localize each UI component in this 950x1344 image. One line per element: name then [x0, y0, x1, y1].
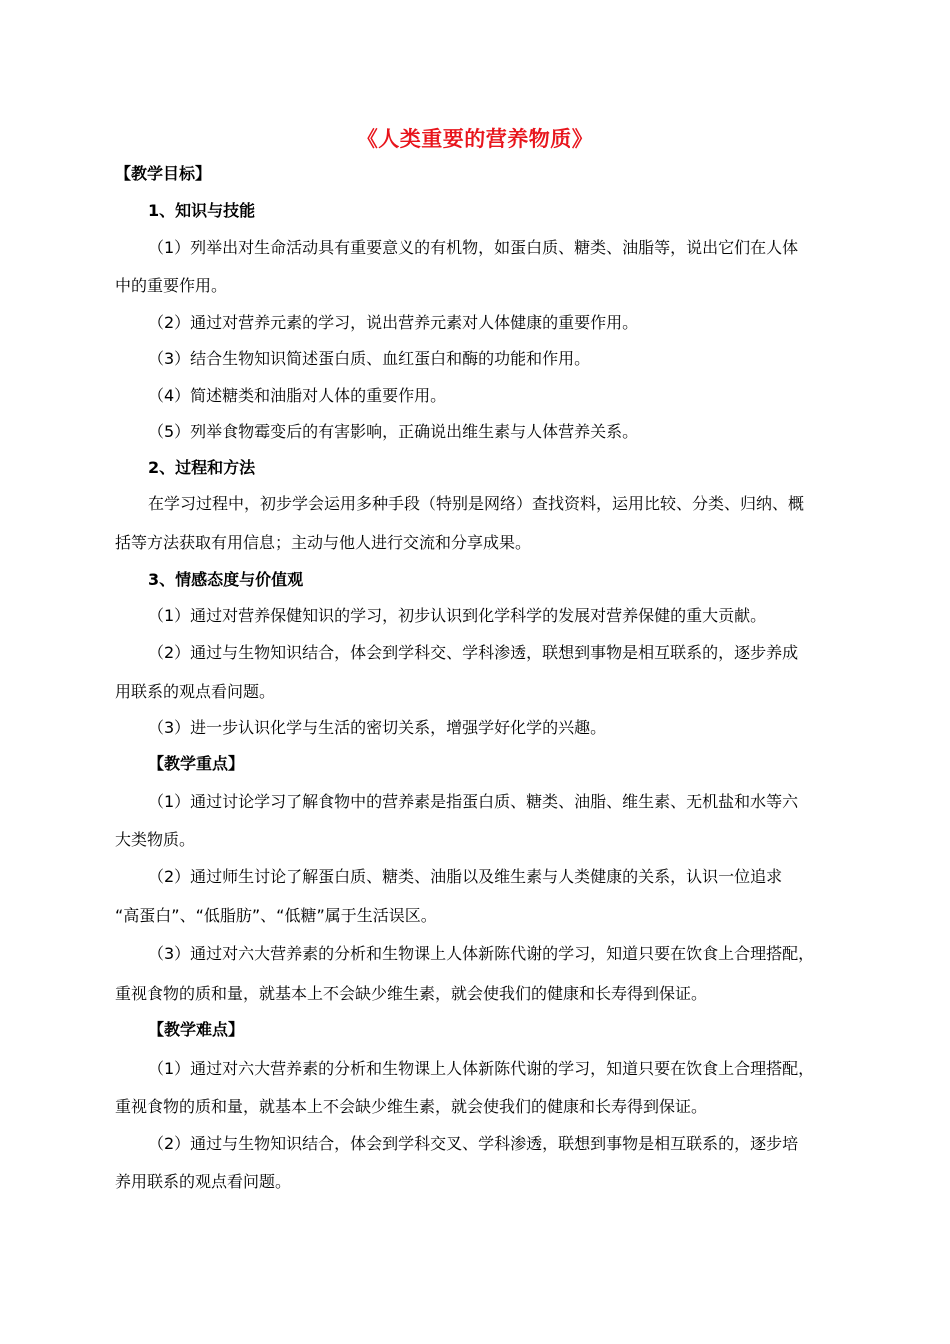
paragraph-line: 重视食物的质和量，就基本上不会缺少维生素，就会使我们的健康和长寿得到保证。 [115, 984, 708, 1003]
paragraph-line: （5）列举食物霉变后的有害影响，正确说出维生素与人体营养关系。 [148, 422, 639, 441]
document-title: 《人类重要的营养物质》 [356, 127, 594, 151]
paragraph-line: 用联系的观点看问题。 [115, 682, 276, 701]
paragraph-line: （3）结合生物知识简述蛋白质、血红蛋白和酶的功能和作用。 [148, 349, 591, 368]
paragraph-line: 中的重要作用。 [115, 276, 228, 295]
paragraph-line: （1）通过对营养保健知识的学习，初步认识到化学科学的发展对营养保健的重大贡献。 [148, 606, 767, 625]
heading-key-points: 【教学重点】 [148, 754, 245, 773]
paragraph-line: 大类物质。 [115, 830, 196, 849]
paragraph-line: （4）简述糖类和油脂对人体的重要作用。 [148, 386, 447, 405]
paragraph-line: （2）通过对营养元素的学习，说出营养元素对人体健康的重要作用。 [148, 313, 639, 332]
paragraph-line: 括等方法获取有用信息；主动与他人进行交流和分享成果。 [115, 533, 532, 552]
paragraph-line: （3）进一步认识化学与生活的密切关系，增强学好化学的兴趣。 [148, 718, 607, 737]
paragraph-line: 在学习过程中，初步学会运用多种手段（特别是网络）查找资料，运用比较、分类、归纳、概 [148, 494, 805, 513]
subheading-attitudes-values: 3、情感态度与价值观 [148, 570, 304, 589]
paragraph-line: （3）通过对六大营养素的分析和生物课上人体新陈代谢的学习，知道只要在饮食上合理搭配， [148, 944, 815, 963]
paragraph-line: “高蛋白”、“低脂肪”、“低糖”属于生活误区。 [115, 906, 437, 925]
paragraph-line: （1）列举出对生命活动具有重要意义的有机物，如蛋白质、糖类、油脂等，说出它们在人体 [148, 238, 799, 257]
paragraph-line: （2）通过与生物知识结合，体会到学科交、学科渗透，联想到事物是相互联系的，逐步养成 [148, 643, 799, 662]
heading-teaching-goals: 【教学目标】 [115, 164, 212, 183]
subheading-knowledge-skills: 1、知识与技能 [148, 201, 256, 220]
heading-difficult-points: 【教学难点】 [148, 1020, 245, 1039]
paragraph-line: （2）通过与生物知识结合，体会到学科交叉、学科渗透，联想到事物是相互联系的，逐步培 [148, 1134, 799, 1153]
paragraph-line: （2）通过师生讨论了解蛋白质、糖类、油脂以及维生素与人类健康的关系，认识一位追求 [148, 867, 783, 886]
paragraph-line: （1）通过对六大营养素的分析和生物课上人体新陈代谢的学习，知道只要在饮食上合理搭配， [148, 1059, 815, 1078]
paragraph-line: （1）通过讨论学习了解食物中的营养素是指蛋白质、糖类、油脂、维生素、无机盐和水等六 [148, 792, 799, 811]
paragraph-line: 重视食物的质和量，就基本上不会缺少维生素，就会使我们的健康和长寿得到保证。 [115, 1097, 708, 1116]
subheading-process-methods: 2、过程和方法 [148, 458, 256, 477]
paragraph-line: 养用联系的观点看问题。 [115, 1172, 292, 1191]
